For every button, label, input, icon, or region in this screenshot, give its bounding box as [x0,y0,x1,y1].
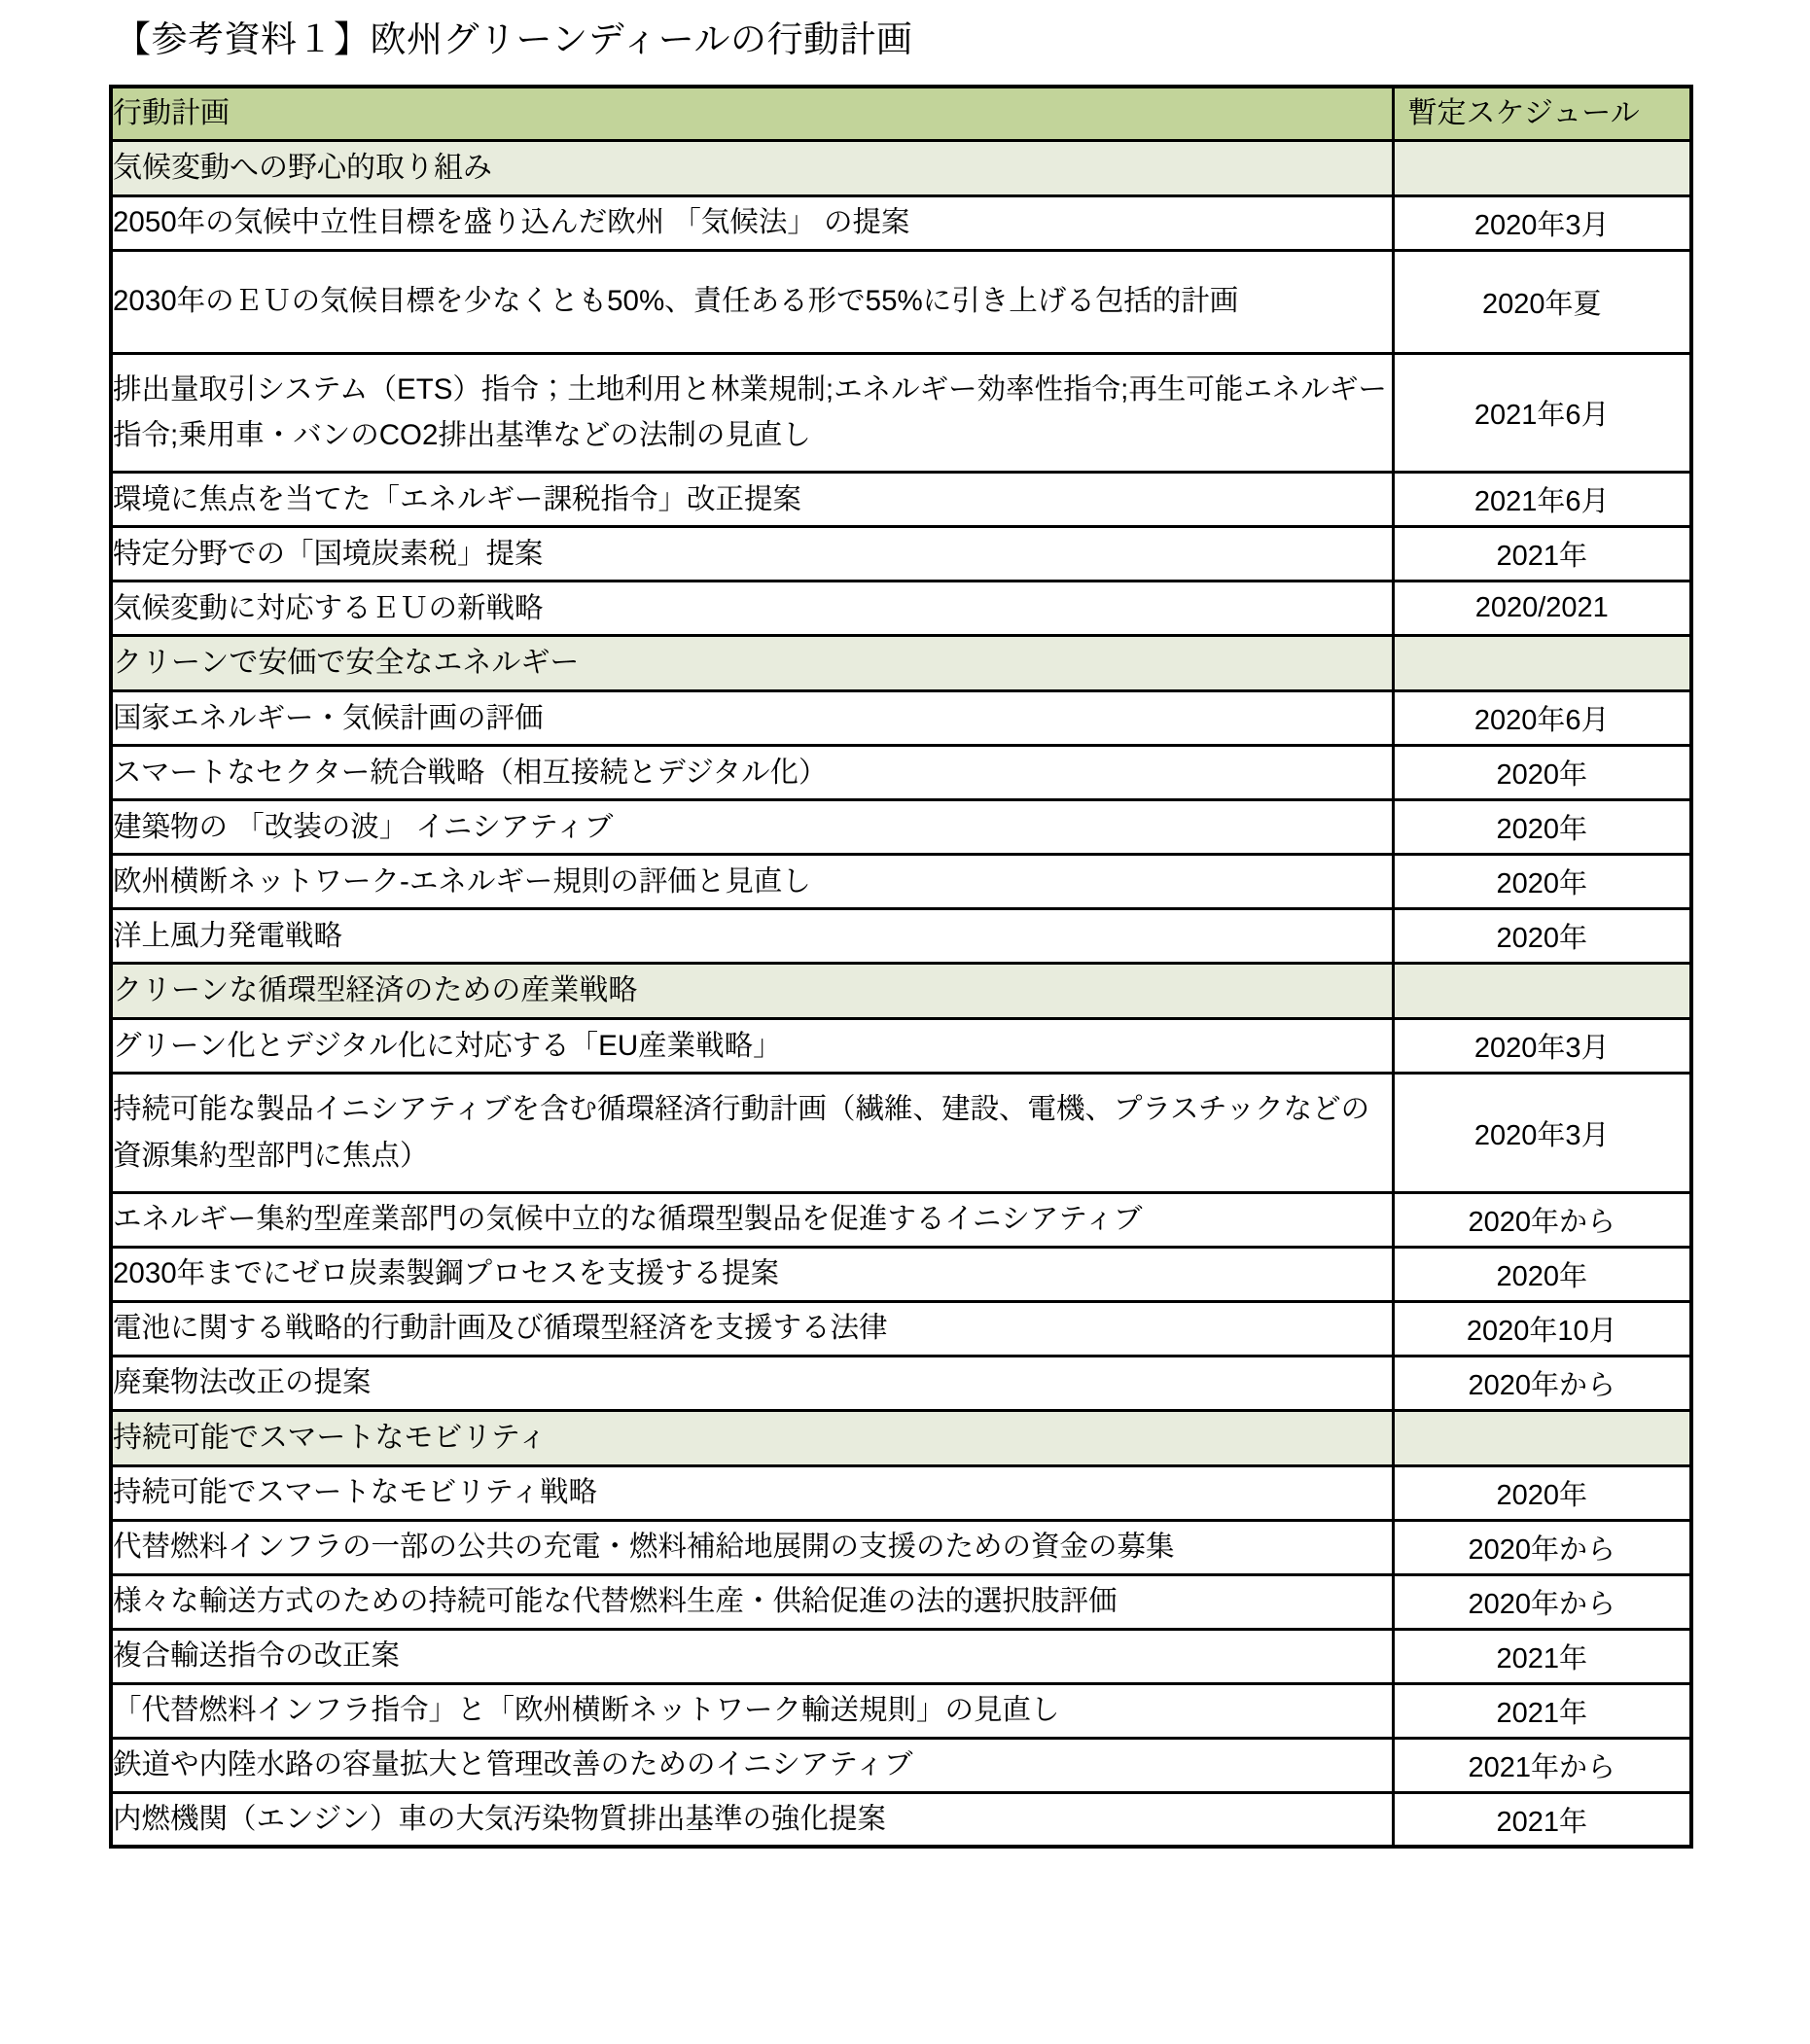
section-row [111,1410,1691,1465]
action-plan-table-wrapper [109,85,1689,1850]
section-heading: 持続可能でスマートなモビリティ [111,1410,1393,1465]
table-row [111,527,1691,581]
schedule-cell: 2021年 [1393,1792,1691,1847]
schedule-cell: 2021年6月 [1393,353,1691,473]
schedule-cell: 2020年 [1393,855,1691,909]
action-cell: 電池に関する戦略的行動計画及び循環型経済を支援する法律 [111,1301,1393,1356]
action-cell: 洋上風力発電戦略 [111,909,1393,964]
section-heading: クリーンな循環型経済のための産業戦略 [111,964,1393,1019]
section-row [111,636,1691,691]
table-row [111,1629,1691,1683]
action-cell: グリーン化とデジタル化に対応する「EU産業戦略」 [111,1019,1393,1074]
schedule-cell: 2021年から [1393,1738,1691,1792]
table-row [111,746,1691,800]
action-cell: 欧州横断ネットワーク-エネルギー規則の評価と見直し [111,855,1393,909]
action-cell: 鉄道や内陸水路の容量拡大と管理改善のためのイニシアティブ [111,1738,1393,1792]
schedule-cell: 2020年 [1393,800,1691,855]
table-row [111,1683,1691,1738]
schedule-cell: 2021年 [1393,1683,1691,1738]
schedule-cell: 2021年 [1393,1629,1691,1683]
action-cell: 代替燃料インフラの一部の公共の充電・燃料補給地展開の支援のための資金の募集 [111,1520,1393,1574]
table-row [111,1019,1691,1074]
table-row [111,691,1691,746]
action-cell: 環境に焦点を当てた「エネルギー課税指令」改正提案 [111,473,1393,527]
schedule-cell: 2020年10月 [1393,1301,1691,1356]
section-schedule-blank [1393,140,1691,195]
schedule-cell: 2020年から [1393,1192,1691,1247]
table-row [111,353,1691,473]
table-row [111,195,1691,250]
action-cell: スマートなセクター統合戦略（相互接続とデジタル化） [111,746,1393,800]
table-row [111,250,1691,353]
column-header-schedule: 暫定スケジュール [1393,87,1691,141]
table-row [111,855,1691,909]
table-row [111,1247,1691,1301]
schedule-cell: 2020年 [1393,746,1691,800]
action-cell: 2030年までにゼロ炭素製鋼プロセスを支援する提案 [111,1247,1393,1301]
action-cell: 2050年の気候中立性目標を盛り込んだ欧州 「気候法」 の提案 [111,195,1393,250]
table-row [111,473,1691,527]
table-row [111,1738,1691,1792]
action-cell: 様々な輸送方式のための持続可能な代替燃料生産・供給促進の法的選択肢評価 [111,1574,1393,1629]
column-header-action: 行動計画 [111,87,1393,141]
action-cell: 「代替燃料インフラ指令」と「欧州横断ネットワーク輸送規則」の見直し [111,1683,1393,1738]
table-row [111,909,1691,964]
schedule-cell: 2020年から [1393,1520,1691,1574]
schedule-cell: 2020年から [1393,1574,1691,1629]
action-cell: エネルギー集約型産業部門の気候中立的な循環型製品を促進するイニシアティブ [111,1192,1393,1247]
table-row [111,581,1691,636]
table-row [111,1574,1691,1629]
page-title: 【参考資料１】欧州グリーンディールの行動計画 [115,20,913,60]
schedule-cell: 2020年 [1393,1465,1691,1520]
action-cell: 気候変動に対応するＥＵの新戦略 [111,581,1393,636]
schedule-cell: 2020/2021 [1393,581,1691,636]
table-header [111,87,1691,141]
section-schedule-blank [1393,1410,1691,1465]
table-row [111,1074,1691,1193]
schedule-cell: 2020年3月 [1393,195,1691,250]
schedule-cell: 2020年3月 [1393,1074,1691,1193]
table-header-row [111,87,1691,141]
schedule-cell: 2020年 [1393,909,1691,964]
table-row [111,1301,1691,1356]
section-heading: 気候変動への野心的取り組み [111,140,1393,195]
action-cell: 特定分野での「国境炭素税」提案 [111,527,1393,581]
schedule-cell: 2020年から [1393,1356,1691,1410]
schedule-cell: 2020年3月 [1393,1019,1691,1074]
table-row [111,1192,1691,1247]
table-row [111,1356,1691,1410]
action-cell: 内燃機関（エンジン）車の大気汚染物質排出基準の強化提案 [111,1792,1393,1847]
schedule-cell: 2020年 [1393,1247,1691,1301]
schedule-cell: 2020年夏 [1393,250,1691,353]
schedule-cell: 2020年6月 [1393,691,1691,746]
action-cell: 2030年のＥＵの気候目標を少なくとも50%、責任ある形で55%に引き上げる包括的計画 [111,250,1393,353]
section-row [111,964,1691,1019]
table-body [111,140,1691,1847]
action-cell: 廃棄物法改正の提案 [111,1356,1393,1410]
section-schedule-blank [1393,964,1691,1019]
table-row [111,1792,1691,1847]
action-plan-table [109,85,1693,1850]
table-row [111,1520,1691,1574]
section-heading: クリーンで安価で安全なエネルギー [111,636,1393,691]
table-row [111,800,1691,855]
action-cell: 持続可能でスマートなモビリティ戦略 [111,1465,1393,1520]
schedule-cell: 2021年 [1393,527,1691,581]
section-schedule-blank [1393,636,1691,691]
action-cell: 建築物の 「改装の波」 イニシアティブ [111,800,1393,855]
schedule-cell: 2021年6月 [1393,473,1691,527]
section-row [111,140,1691,195]
action-cell: 国家エネルギー・気候計画の評価 [111,691,1393,746]
action-cell: 排出量取引システム（ETS）指令；土地利用と林業規制;エネルギー効率性指令;再生可能エネルギー指令;乗用車・バンのCO2排出基準などの法制の見直し [111,353,1393,473]
table-row [111,1465,1691,1520]
action-cell: 複合輸送指令の改正案 [111,1629,1393,1683]
action-cell: 持続可能な製品イニシアティブを含む循環経済行動計画（繊維、建設、電機、プラスチックなどの資源集約型部門に焦点） [111,1074,1393,1193]
